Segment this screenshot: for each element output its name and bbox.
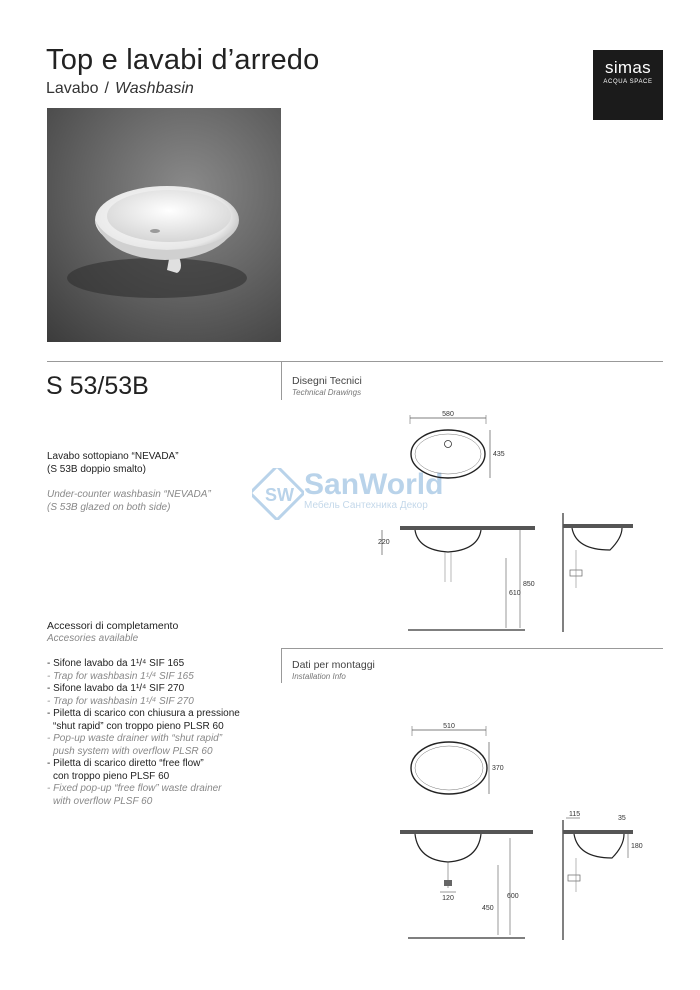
accessory-item-en: - Pop-up waste drainer with “shut rapid” (47, 733, 223, 744)
desc-en-line2: (S 53B glazed on both side) (47, 502, 171, 513)
product-description-en (47, 488, 211, 514)
page-title: Top e lavabi d’arredo (46, 44, 320, 76)
dim-600: 600 (507, 893, 519, 900)
subtitle-english: Washbasin (114, 80, 194, 97)
inst-top-view (411, 723, 504, 794)
page-subtitle (46, 80, 194, 98)
dim-435: 435 (493, 451, 505, 458)
accessory-item-en: - Fixed pop-up “free flow” waste drainer (47, 783, 222, 794)
installation-subtitle: Installation Info (292, 672, 346, 681)
installation-divider (281, 648, 663, 649)
accessory-item-it-cont: “shut rapid” con troppo pieno PLSR 60 (53, 720, 224, 732)
installation-heading-bar (281, 649, 282, 683)
dim-370: 370 (492, 765, 504, 772)
tech-heading-bar (281, 362, 282, 400)
accessory-item-en: - Trap for washbasin 1¹/⁴ SIF 165 (47, 670, 194, 682)
tech-side-view (563, 513, 633, 632)
product-photo (47, 108, 281, 342)
product-description-it (47, 450, 179, 476)
desc-en-line1: Under-counter washbasin “NEVADA” (47, 489, 211, 500)
accessory-item-en-cont: with overflow PLSF 60 (53, 795, 153, 807)
logo-brand: simas (605, 58, 651, 77)
watermark-logo-icon (252, 468, 304, 520)
tech-front-view (378, 526, 535, 630)
accessory-item-it: - Piletta di scarico diretto “free flow” (47, 758, 204, 769)
brand-logo (593, 50, 663, 120)
section-divider (47, 361, 663, 362)
dim-850: 850 (523, 581, 535, 588)
watermark-subtext: Мебель Сантехника Декор (304, 500, 428, 511)
tech-drawings-title: Disegni Tecnici (292, 375, 362, 387)
svg-text:SW: SW (265, 485, 294, 505)
inst-front-view (400, 830, 533, 938)
subtitle-italian: Lavabo (46, 80, 99, 97)
accessory-item-en-cont: push system with overflow PLSR 60 (53, 745, 213, 757)
accessory-item-it: - Sifone lavabo da 1¹/⁴ SIF 270 (47, 683, 185, 694)
accessories-title: Accessori di completamento (47, 620, 179, 632)
dim-220: 220 (378, 539, 390, 546)
installation-drawing (360, 720, 660, 945)
installation-title: Dati per montaggi (292, 659, 375, 671)
dim-35: 35 (618, 815, 626, 822)
dim-180: 180 (631, 843, 643, 850)
tech-drawings-subtitle: Technical Drawings (292, 388, 362, 397)
accessories-list (47, 658, 277, 808)
accessory-item-en: - Trap for washbasin 1¹/⁴ SIF 270 (47, 695, 194, 707)
accessory-item-it-cont: con troppo pieno PLSF 60 (53, 770, 170, 782)
desc-it-line2: (S 53B doppio smalto) (47, 464, 146, 475)
subtitle-separator: / (104, 80, 109, 97)
watermark-text: SanWorld (304, 468, 444, 501)
dim-610: 610 (509, 590, 521, 597)
logo-tagline: ACQUA SPACE (603, 79, 653, 85)
dim-450: 450 (482, 905, 494, 912)
dim-580: 580 (442, 411, 454, 418)
accessory-item-it: - Piletta di scarico con chiusura a pressione (47, 708, 240, 719)
dim-115: 115 (569, 811, 581, 818)
tech-top-view (410, 411, 505, 478)
dim-510: 510 (443, 723, 455, 730)
dim-120: 120 (442, 895, 454, 902)
accessory-item-it: - Sifone lavabo da 1¹/⁴ SIF 165 (47, 658, 185, 669)
inst-side-view (563, 811, 643, 940)
technical-drawing (360, 410, 660, 635)
accessories-subtitle: Accesories available (47, 633, 139, 644)
desc-it-line1: Lavabo sottopiano “NEVADA” (47, 451, 179, 462)
model-code: S 53/53B (46, 372, 149, 400)
